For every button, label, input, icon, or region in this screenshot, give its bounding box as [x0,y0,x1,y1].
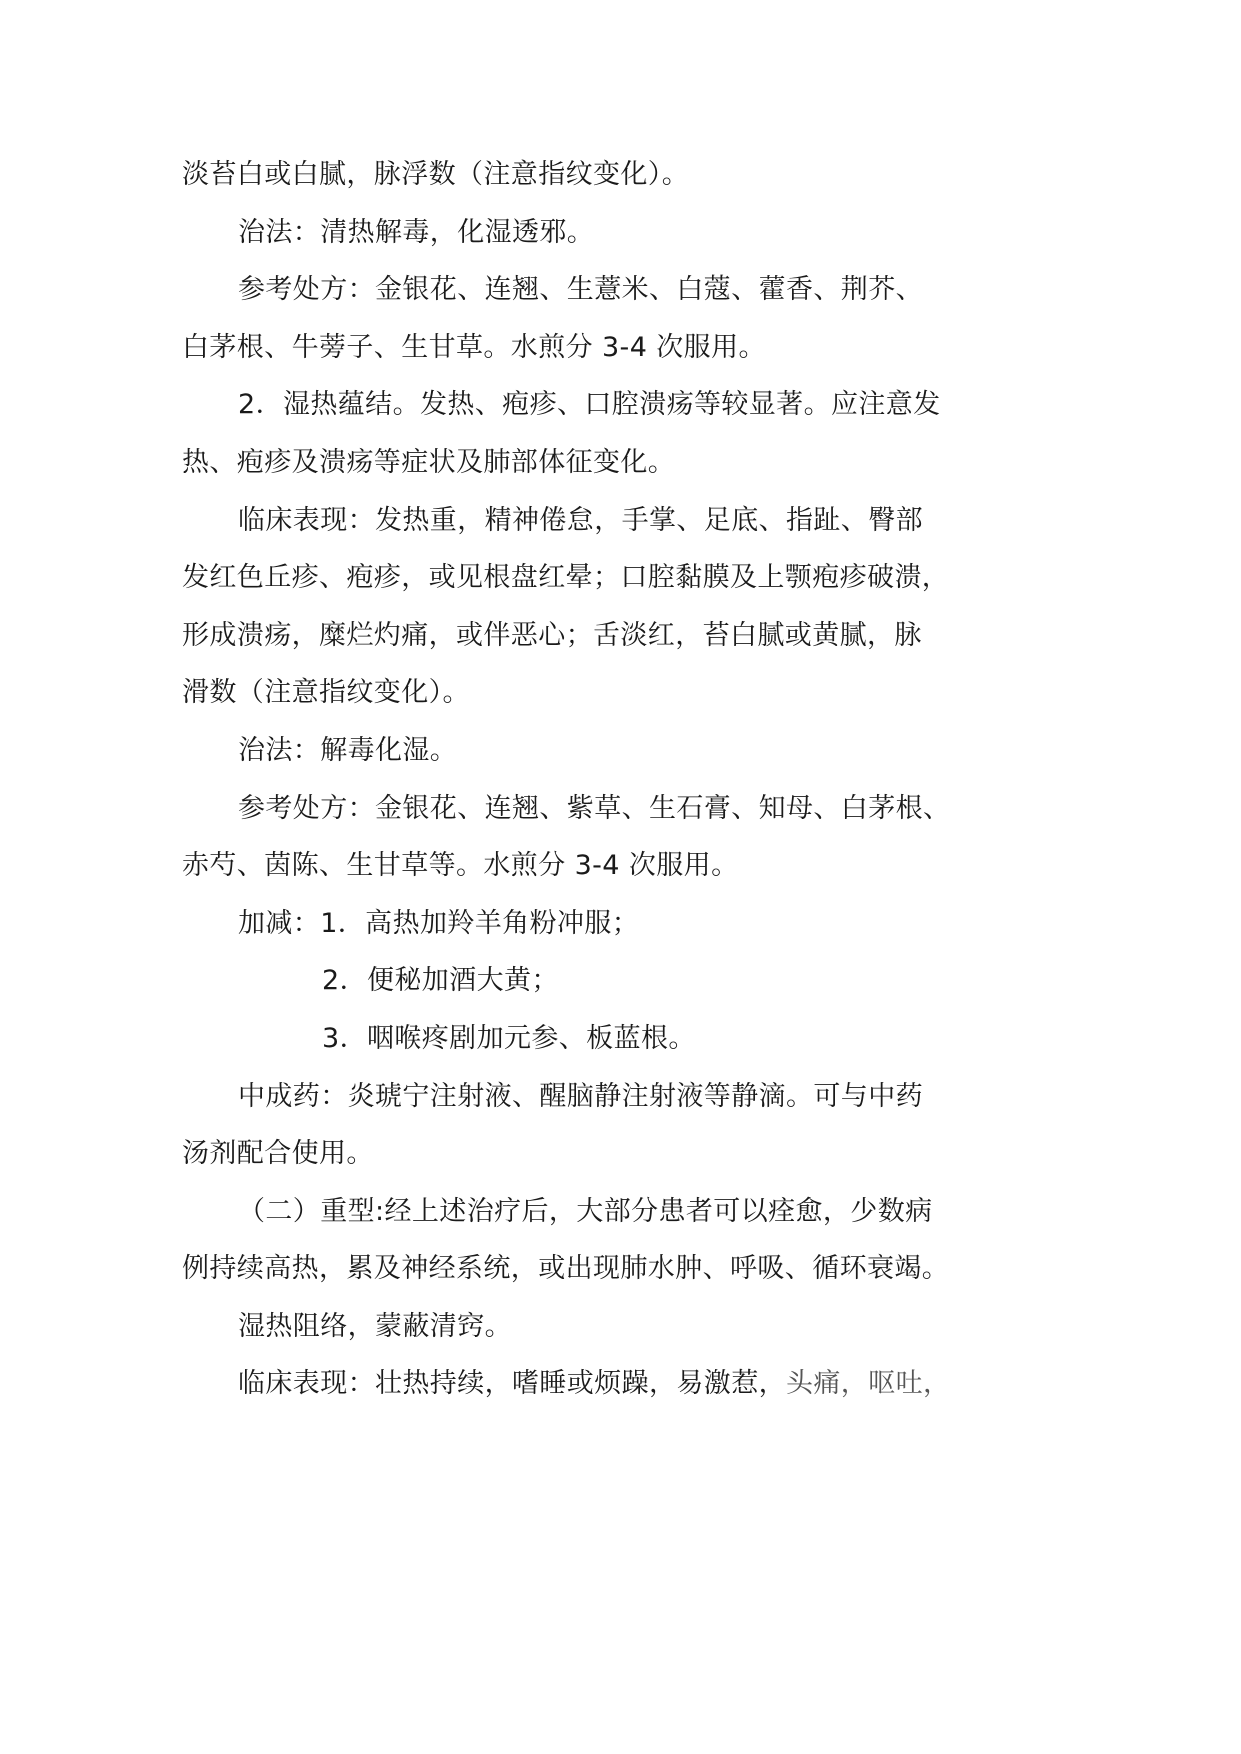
text-line-1: 淡苔白或白腻，脉浮数（注意指纹变化）。 [182,159,690,190]
document-page [182,146,951,1413]
text-line-6: 热、疱疹及溃疡等症状及肺部体征变化。 [182,446,676,478]
text-line-22-main: 临床表现：壮热持续，嗜睡或烦躁，易激惹， [238,1368,786,1400]
text-line-20: 例持续高热，累及神经系统，或出现肺水肿、呼吸、循环衰竭。 [182,1253,950,1285]
text-line-19-severe-type: （二）重型:经上述治疗后，大部分患者可以痊愈，少数病 [238,1195,933,1227]
text-line-13: 赤芍、茵陈、生甘草等。水煎分 3-4 次服用。 [182,850,739,882]
text-line-16-modification-3: 3．咽喉疼剧加元参、板蓝根。 [322,1022,696,1054]
text-line-9: 形成溃疡，糜烂灼痛，或伴恶心；舌淡红，苔白腻或黄腻，脉 [182,619,922,651]
text-line-21-pattern: 湿热阻络，蒙蔽清窍。 [238,1310,512,1342]
text-line-7-clinical: 临床表现：发热重，精神倦怠，手掌、足底、指趾、臀部 [238,504,923,536]
text-line-5-section-2: 2．湿热蕴结。发热、疱疹、口腔溃疡等较显著。应注意发 [238,389,941,421]
text-line-15-modification-2: 2．便秘加酒大黄； [322,965,559,997]
text-line-11-treatment: 治法：解毒化湿。 [238,734,458,766]
text-line-12-prescription: 参考处方：金银花、连翘、紫草、生石膏、知母、白茅根、 [238,792,951,824]
text-line-10: 滑数（注意指纹变化）。 [182,677,470,709]
text-line-14-modifications: 加减：1．高热加羚羊角粉冲服； [238,907,640,939]
text-line-22-tail: 头痛，呕吐， [786,1368,951,1400]
text-line-3-prescription: 参考处方：金银花、连翘、生薏米、白蔻、藿香、荆芥、 [238,274,923,306]
text-line-18: 汤剂配合使用。 [182,1138,374,1170]
text-line-17-patent-medicine: 中成药：炎琥宁注射液、醒脑静注射液等静滴。可与中药 [238,1080,923,1112]
text-line-2-treatment: 治法：清热解毒，化湿透邪。 [238,216,595,248]
text-line-4: 白茅根、牛蒡子、生甘草。水煎分 3-4 次服用。 [182,331,766,363]
text-line-22-clinical [182,1355,951,1413]
text-line-8: 发红色丘疹、疱疹，或见根盘红晕；口腔黏膜及上颚疱疹破溃， [182,562,950,594]
